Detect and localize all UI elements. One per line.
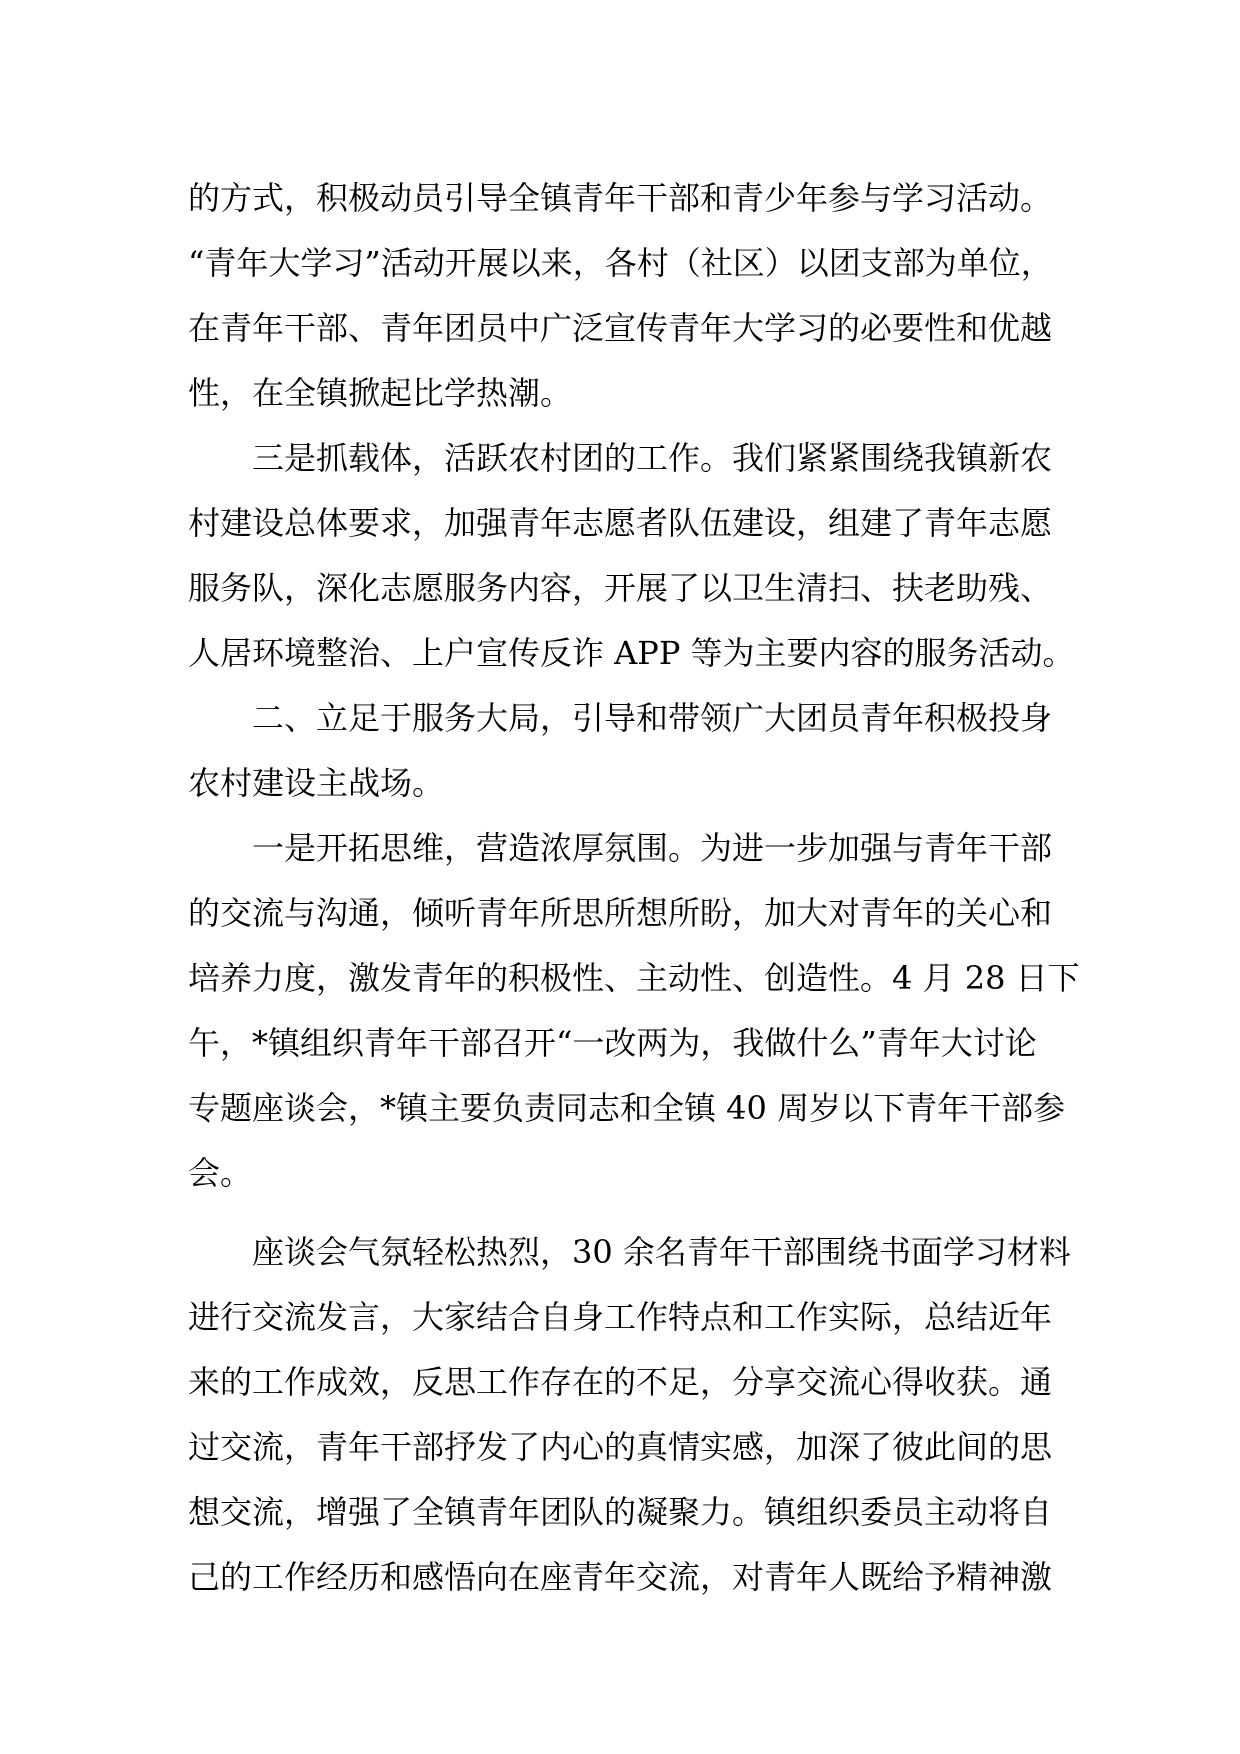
text-line: 性，在全镇掀起比学热潮。 <box>188 374 573 412</box>
paragraph-first-line: 一是开拓思维，营造浓厚氛围。为进一步加强与青年干部 <box>252 829 1053 867</box>
text-line: 服务队，深化志愿服务内容，开展了以卫生清扫、扶老助残、 <box>188 569 1053 607</box>
text-line: 的交流与沟通，倾听青年所思所想所盼，加大对青年的关心和 <box>188 894 1053 932</box>
text-line: 培养力度，激发青年的积极性、主动性、创造性。4 月 28 日下 <box>188 959 1080 997</box>
text-line: 人居环境整治、上户宣传反诈 APP 等为主要内容的服务活动。 <box>188 634 1075 672</box>
text-line: 午，*镇组织青年干部召开“一改两为，我做什么”青年大讨论 <box>188 1024 1037 1062</box>
text-line: “青年大学习”活动开展以来，各村（社区）以团支部为单位， <box>188 244 1053 282</box>
text-line: 己的工作经历和感悟向在座青年交流，对青年人既给予精神激 <box>188 1558 1053 1596</box>
text-line: 农村建设主战场。 <box>188 764 445 802</box>
text-line: 专题座谈会，*镇主要负责同志和全镇 40 周岁以下青年干部参 <box>188 1089 1066 1127</box>
text-line: 来的工作成效，反思工作存在的不足，分享交流心得收获。通 <box>188 1363 1053 1401</box>
text-line: 进行交流发言，大家结合自身工作特点和工作实际，总结近年 <box>188 1298 1053 1336</box>
document-body <box>188 166 1080 1610</box>
text-line: 的方式，积极动员引导全镇青年干部和青少年参与学习活动。 <box>188 179 1053 217</box>
paragraph-first-line: 三是抓载体，活跃农村团的工作。我们紧紧围绕我镇新农 <box>252 439 1053 477</box>
paragraph-first-line: 座谈会气氛轻松热烈，30 余名青年干部围绕书面学习材料 <box>252 1233 1071 1271</box>
text-line: 会。 <box>188 1154 253 1192</box>
text-line: 过交流，青年干部抒发了内心的真情实感，加深了彼此间的思 <box>188 1428 1053 1466</box>
paragraph-first-line: 二、立足于服务大局，引导和带领广大团员青年积极投身 <box>252 699 1053 737</box>
text-line: 在青年干部、青年团员中广泛宣传青年大学习的必要性和优越 <box>188 309 1053 347</box>
text-line: 想交流，增强了全镇青年团队的凝聚力。镇组织委员主动将自 <box>188 1493 1053 1531</box>
text-line: 村建设总体要求，加强青年志愿者队伍建设，组建了青年志愿 <box>188 504 1053 542</box>
